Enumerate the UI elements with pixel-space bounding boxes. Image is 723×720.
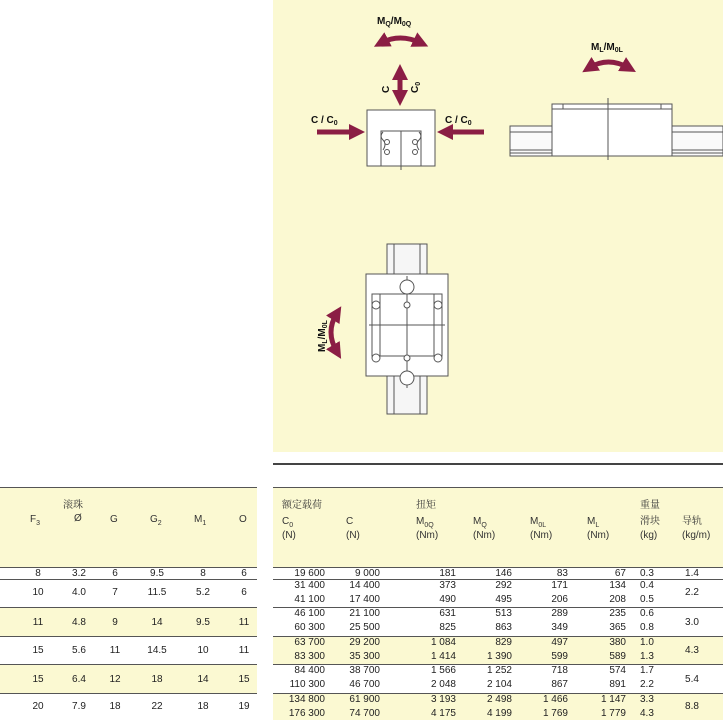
mq-label: $M_Q/M_{0Q}$ [377, 16, 412, 28]
left-table-cell: 6 [241, 587, 247, 598]
left-table-cell: 9.5 [196, 617, 210, 628]
right-header-mq: $M_Q$ [473, 516, 487, 529]
right-table-cell: 1 779 [600, 708, 626, 719]
left-table-cell: 11 [109, 645, 121, 656]
right-table-cell: 25 500 [349, 622, 380, 633]
left-table-cell: 14 [197, 674, 209, 685]
right-table-cell: 3.3 [640, 694, 654, 705]
right-table-rail-cell: 2.2 [685, 587, 699, 598]
left-table-cell: 8 [35, 568, 41, 579]
left-table-cell: 5.2 [196, 587, 210, 598]
left-table-cell: 18 [197, 701, 209, 712]
right-table-cell: 4 199 [486, 708, 512, 719]
left-table-cell: 9.5 [150, 568, 164, 579]
right-table-cell: 380 [609, 637, 626, 648]
right-table-cell: 38 700 [349, 665, 380, 676]
right-header-top-line [273, 487, 723, 488]
right-table-cell: 19 600 [294, 568, 325, 579]
left-header-o: O [239, 514, 247, 525]
left-table-cell: 11 [32, 617, 44, 628]
right-table-cell: 31 400 [294, 580, 325, 591]
right-table-cell: 589 [609, 651, 626, 662]
right-table-cell: 829 [495, 637, 512, 648]
left-row-line [0, 664, 257, 665]
right-table-cell: 497 [551, 637, 568, 648]
right-table-cell: 2 048 [430, 679, 456, 690]
left-header-top-line [0, 487, 257, 488]
left-table-cell: 22 [151, 701, 163, 712]
left-header-m1: $M_1$ [194, 514, 207, 527]
right-table-cell: 21 100 [349, 608, 380, 619]
right-table-cell: 2 104 [486, 679, 512, 690]
top-carriage-view [366, 244, 448, 414]
right-table-cell: 0.6 [640, 608, 654, 619]
right-table-cell: 134 800 [288, 694, 325, 705]
right-table-cell: 1 414 [430, 651, 456, 662]
right-table-cell: 1 566 [430, 665, 456, 676]
left-header-g2: $G_2$ [150, 514, 162, 527]
right-table-cell: 63 700 [294, 637, 325, 648]
right-header-c-unit: (N) [346, 530, 360, 541]
left-table-cell: 8 [200, 568, 206, 579]
right-header-weight: 重量 [640, 500, 660, 511]
left-row-line [0, 579, 257, 580]
left-table-cell: 18 [109, 701, 121, 712]
right-table-cell: 349 [551, 622, 568, 633]
right-table-cell: 67 [614, 568, 626, 579]
right-table-rail-cell: 4.3 [685, 645, 699, 656]
left-header-ball: 滚珠 [63, 500, 83, 511]
right-table-cell: 1 252 [486, 665, 512, 676]
right-table-cell: 235 [609, 608, 626, 619]
right-table-cell: 0.8 [640, 622, 654, 633]
right-table-cell: 46 700 [349, 679, 380, 690]
left-table-cell: 11 [238, 617, 250, 628]
left-row-line [0, 636, 257, 637]
right-table-cell: 863 [495, 622, 512, 633]
right-table-rail-cell: 8.8 [685, 701, 699, 712]
left-table-cell: 9 [112, 617, 118, 628]
ml-rotation-arrow [589, 62, 629, 68]
right-force-label: C / $C_0$ [445, 115, 472, 127]
left-table-cell: 11 [238, 645, 250, 656]
left-table-cell: 4.0 [72, 587, 86, 598]
right-header-m0l-unit: (Nm) [530, 530, 553, 541]
right-table-cell: 74 700 [349, 708, 380, 719]
right-table-rail-cell: 3.0 [685, 617, 699, 628]
right-table-cell: 29 200 [349, 637, 380, 648]
ml-vertical-rotation-arrow [331, 313, 337, 352]
right-table-cell: 14 400 [349, 580, 380, 591]
right-table-cell: 208 [609, 594, 626, 605]
left-table-cell: 20 [32, 701, 44, 712]
left-table-cell: 5.6 [72, 645, 86, 656]
right-table-cell: 1 147 [600, 694, 626, 705]
right-table-cell: 718 [551, 665, 568, 676]
right-table-cell: 3 193 [430, 694, 456, 705]
left-table-cell: 7.9 [72, 701, 86, 712]
side-carriage-view [510, 98, 723, 160]
right-header-ml: $M_L$ [587, 516, 600, 529]
ml-label: $M_L/M_{0L}$ [591, 42, 623, 54]
left-table-cell: 12 [109, 674, 121, 685]
right-table-cell: 495 [495, 594, 512, 605]
right-table-cell: 825 [439, 622, 456, 633]
right-table-cell: 289 [551, 608, 568, 619]
right-header-slider: 滑块 [640, 516, 660, 527]
right-table-cell: 41 100 [294, 594, 325, 605]
left-table-cell: 18 [151, 674, 163, 685]
right-table-cell: 1 769 [542, 708, 568, 719]
right-table-cell: 1 390 [486, 651, 512, 662]
right-table-cell: 490 [439, 594, 456, 605]
right-header-rail: 导轨 [682, 516, 702, 527]
right-table-cell: 0.4 [640, 580, 654, 591]
c-label: C [381, 85, 392, 93]
right-header-m0l: $M_{0L}$ [530, 516, 547, 529]
left-row-line [0, 607, 257, 608]
right-table-cell: 2 498 [486, 694, 512, 705]
left-table-cell: 7 [112, 587, 118, 598]
left-table-cell: 10 [32, 587, 44, 598]
right-table-cell: 891 [609, 679, 626, 690]
left-force-label: C / $C_0$ [311, 115, 338, 127]
right-table-cell: 599 [551, 651, 568, 662]
right-table-cell: 574 [609, 665, 626, 676]
right-header-m0q-unit: (Nm) [416, 530, 439, 541]
right-header-mq-unit: (Nm) [473, 530, 496, 541]
right-table-cell: 0.3 [640, 568, 654, 579]
right-table-cell: 1 084 [430, 637, 456, 648]
left-table-cell: 15 [238, 674, 250, 685]
left-table-cell: 11.5 [147, 587, 167, 598]
right-table-cell: 206 [551, 594, 568, 605]
right-table-cell: 2.2 [640, 679, 654, 690]
right-table-cell: 9 000 [354, 568, 380, 579]
right-table-cell: 146 [495, 568, 512, 579]
right-table-rail-cell: 5.4 [685, 674, 699, 685]
right-header-rail-unit: (kg/m) [682, 530, 711, 541]
right-table-cell: 171 [551, 580, 568, 591]
front-carriage-view [367, 110, 435, 170]
right-table-cell: 83 300 [294, 651, 325, 662]
right-table-cell: 0.5 [640, 594, 654, 605]
right-table-cell: 867 [551, 679, 568, 690]
left-table-cell: 4.8 [72, 617, 86, 628]
right-table-cell: 4 175 [430, 708, 456, 719]
left-header-f3: $F_3$ [30, 514, 41, 527]
left-table-cell: 14.5 [147, 645, 167, 656]
right-header-rated-load: 额定载荷 [282, 500, 322, 511]
left-table-cell: 6 [112, 568, 118, 579]
left-table-cell: 15 [32, 645, 44, 656]
right-table-cell: 17 400 [349, 594, 380, 605]
ml-vertical-label: $M_L/M_{0L}$ [317, 320, 329, 352]
right-header-moment: 扭矩 [416, 500, 436, 511]
right-header-c0: $C_0$ [282, 516, 294, 529]
right-table-cell: 373 [439, 580, 456, 591]
right-table-cell: 365 [609, 622, 626, 633]
right-table-cell: 1.0 [640, 637, 654, 648]
right-table-cell: 1 466 [542, 694, 568, 705]
right-header-ml-unit: (Nm) [587, 530, 610, 541]
left-row-line [0, 693, 257, 694]
right-table-cell: 61 900 [349, 694, 380, 705]
right-table-cell: 46 100 [294, 608, 325, 619]
left-header-g: G [110, 514, 118, 525]
left-table-cell: 3.2 [72, 568, 86, 579]
right-table-cell: 1.3 [640, 651, 654, 662]
diagram-panel [273, 0, 723, 452]
left-table-cell: 19 [238, 701, 250, 712]
left-header-ball-diameter: Ø [74, 513, 82, 524]
right-table-cell: 631 [439, 608, 456, 619]
right-table-cell: 35 300 [349, 651, 380, 662]
left-table-cell: 15 [32, 674, 44, 685]
right-table-cell: 134 [609, 580, 626, 591]
left-table-cell: 6 [241, 568, 247, 579]
right-table-cell: 1.7 [640, 665, 654, 676]
right-table-cell: 181 [439, 568, 456, 579]
left-table-cell: 14 [151, 617, 163, 628]
left-table-cell: 10 [197, 645, 209, 656]
right-table-cell: 292 [495, 580, 512, 591]
c0-label: $C_0$ [410, 81, 422, 93]
right-header-c: C [346, 516, 354, 527]
right-header-slider-unit: (kg) [640, 530, 658, 541]
right-table-cell: 110 300 [289, 679, 325, 690]
right-table-cell: 84 400 [294, 665, 325, 676]
right-table-cell: 4.3 [640, 708, 654, 719]
left-table-cell: 6.4 [72, 674, 86, 685]
right-table-cell: 83 [556, 568, 568, 579]
right-header-m0q: $M_{0Q}$ [416, 516, 434, 529]
load-diagram [273, 0, 723, 452]
right-table-cell: 60 300 [294, 622, 325, 633]
right-table-rail-cell: 1.4 [685, 568, 699, 579]
right-header-c0-unit: (N) [282, 530, 296, 541]
section-divider [273, 463, 723, 465]
right-table-cell: 513 [495, 608, 512, 619]
mq-rotation-arrow [381, 38, 421, 43]
right-table-cell: 176 300 [288, 708, 325, 719]
